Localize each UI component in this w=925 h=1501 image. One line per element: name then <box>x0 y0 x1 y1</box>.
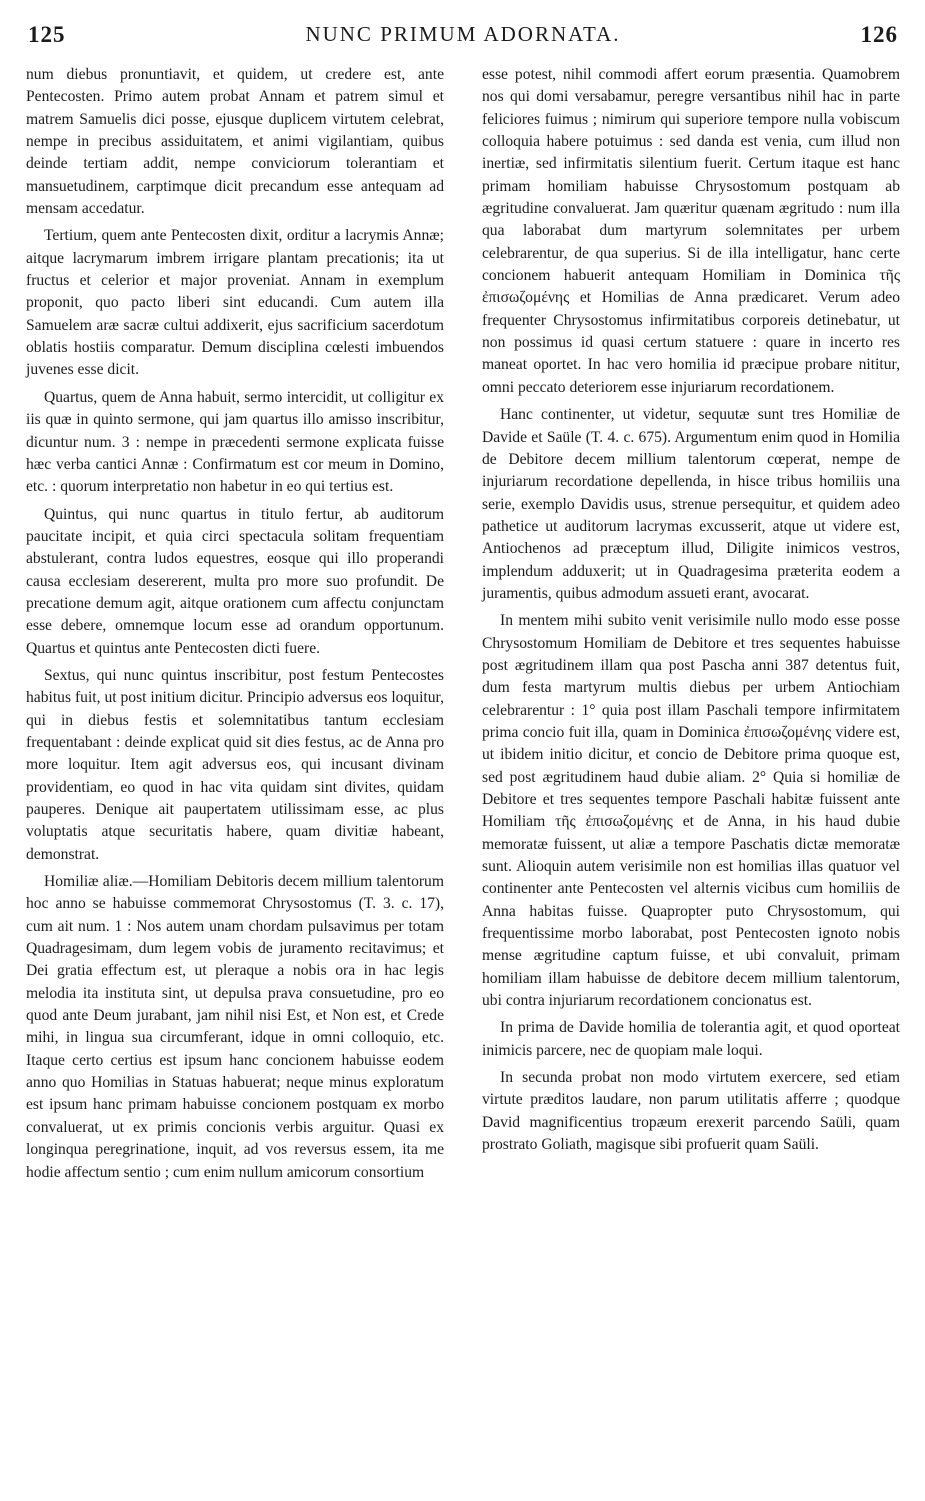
running-header <box>28 22 898 58</box>
paragraph: Quartus, quem de Anna habuit, sermo intercidit, ut colligitur ex iis quæ in quinto sermone, qui jam quartus illo amisso inscribitur, dicuntur num. 3 : nempe in præcedenti sermone explicata fuisse hæc verba cantici Annæ : Confirmatum est cor meum in Domino, etc. : quorum interpretatio non habetur in eo qui tertius est. <box>26 388 444 496</box>
paragraph: Quintus, qui nunc quartus in titulo fertur, ab auditorum paucitate incipit, et quia circi spectacula solitam frequentiam abstulerant, contra ludos equestres, eosque qui illo properandi causa ecclesiam desererent, multa pro more suo profundit. De precatione demum agit, aitque orationem cum affectu conjunctam esse debere, omnemque locum esse ad orandum opportunum. Quartus et quintus ante Pentecosten dicti fuere. <box>26 505 444 657</box>
paragraph: In prima de Davide homilia de tolerantia agit, et quod oporteat inimicis parcere, nec de quopiam male loqui. <box>482 1019 900 1059</box>
page-number-right: 126 <box>860 22 898 47</box>
page-number-left: 125 <box>28 22 66 47</box>
paragraph: In mentem mihi subito venit verisimile nullo modo esse posse Chrysostomum Homiliam de Debitore et tres sequentes habuisse post ægritudinem illam qua post Pascha anni 387 detentus fuit, dum festa martyrum multis diebus per urbem Antiochiam celebrarentur : 1° quia post illam Paschali tempore infirmitatem prima concio fuit illa, quam in Dominica ἐπισωζομένης videre est, ut ibidem initio dicitur, et concio de Debitore prima quoque est, sed post ægritudinem haud dubie aliam. 2° Quia si homiliæ de Debitore et tres sequentes tempore Paschali habitæ fuissent ante Homiliam τῆς ἐπισωζομένης et de Anna, in his haud dubie memoratæ fuissent, ut aliæ a tempore Paschatis dictæ memoratæ sunt. Alioquin autem verisimile non est homilias illas quatuor vel continenter ante Pentecosten vel alternis vicibus cum homiliis de Anna habitas fuisse. Quapropter puto Chrysostomum, qui frequentissime morbo laborabat, post Pentecosten ignoto nobis mense ægritudine captum fuisse, et ubi convaluit, primam homiliam illam habuisse de debitore decem millium talentorum, ubi contra injuriarum recordationem concionatus est. <box>482 612 900 1010</box>
left-column <box>26 64 444 1184</box>
right-column <box>482 64 900 1157</box>
paragraph: Sextus, qui nunc quintus inscribitur, post festum Pentecostes habitus fuit, ut post initium dicitur. Principio adversus eos loquitur, qui in diebus festis et solemnitatibus tantum ecclesiam frequentabant : deinde explicat quid sit dies festus, ac de Anna pro more loquitur. Item agit adversus eos, qui incusant divinam providentiam, eo quod in hac vita quidam sint divites, quidam pauperes. Denique ait paupertatem utilissimam esse, ac plus voluptatis atque securitatis habere, quam divitiæ habeant, demonstrat. <box>26 666 444 863</box>
paragraph: num diebus pronuntiavit, et quidem, ut credere est, ante Pentecosten. Primo autem probat Annam et patrem simul et matrem Samuelis dici posse, ejusque duplicem virtutem celebrat, nempe in precibus assiduitatem, et animi vigilantiam, quibus deinde tertiam addit, nempe conviciorum tolerantiam et mansuetudinem, carptimque dicit precandum esse antequam ad mensam accedatur. <box>26 66 444 218</box>
paragraph: esse potest, nihil commodi affert eorum præsentia. Quamobrem nos qui domi versabamur, peregre versantibus nihil hac in parte feliciores fuimus ; nimirum qui superiore tempore nulla vobiscum colloquia habere potuimus : sed danda est venia, cum illud non inertiæ, sed infirmitatis silentium fuerit. Certum itaque est hanc primam homiliam habuisse Chrysostomum postquam ab ægritudine convaluerat. Jam quæritur quænam ægritudo : num illa qua laborabat dum martyrum solemnitates per urbem celebrarentur, de qua superius. Si de illa intelligatur, hanc certe concionem habuerit antequam Homiliam in Dominica τῆς ἐπισωζομένης et Homilias de Anna prædicaret. Verum adeo frequenter Chrysostomus infirmitatibus corporeis detinebatur, ut non possimus id quasi certum statuere : quare in incerto res maneat oportet. In hac vero homilia id præcipue probare nititur, omni peccato deteriorem esse injuriarum recordationem. <box>482 66 900 396</box>
running-title: NUNC PRIMUM ADORNATA. <box>305 22 621 46</box>
paragraph: Hanc continenter, ut videtur, sequutæ sunt tres Homiliæ de Davide et Saüle (T. 4. c. 675). Argumentum enim quod in Homilia de Debitore decem millium talentorum cœperat, nempe de injuriarum recordatione depellenda, in hisce tribus homiliis una serie, exemplo Davidis usus, strenue persequitur, et quidem adeo pathetice ut auditorum lacrymas excusserit, atque ut videre est, Antiochenos ad præceptum illud, Diligite inimicos vestros, implendum adduxerit; ut in Quadragesima præterita eodem a juramentis, quibus admodum assueti erant, avocarat. <box>482 406 900 602</box>
paragraph: Homiliæ aliæ.—Homiliam Debitoris decem millium talentorum hoc anno se habuisse commemorat Chrysostomus (T. 3. c. 17), cum ait num. 1 : Nos autem unam chordam pulsavimus per totam Quadragesimam, dum legem vobis de juramento recitavimus; et Dei gratia effectum est, ut pleraque a nobis ora in hac legis melodia ita instituta sint, ut depulsa prava consuetudine, pro eo quod ante Deum jurabant, jam nihil nisi Est, et Non est, et Crede mihi, in lingua sua circumferant, idque in omni colloquio, etc. Itaque certo certius est ipsum hanc concionem habuisse eodem anno quo Homilias in Statuas habuerat; neque minus exploratum est ipsum hanc primam habuisse concionem postquam ex morbo convaluerat, ut ex primis concionis verbis arguitur. Quasi ex longinqua peregrinatione, inquit, ad vos reversus essem, ita me hodie affectum sentio ; cum enim nullum amicorum consortium <box>26 873 444 1181</box>
paragraph: In secunda probat non modo virtutem exercere, sed etiam virtute præditos laudare, non parum utilitatis afferre ; quodque David magnificentius tropæum erexerit parcendo Saüli, quam prostrato Goliath, magisque sibi profuerit quam Saüli. <box>482 1069 900 1154</box>
paragraph: Tertium, quem ante Pentecosten dixit, orditur a lacrymis Annæ; aitque lacrymarum imbrem irrigare plantam precationis; ita ut fructus et celerior et major proveniat. Annam in exemplum proponit, quo pacto liberi sint educandi. Cum autem illa Samuelem aræ sacræ cultui addixerit, ejus sacrificium sacerdotum oblatis hostiis comparatur. Demum disciplina cœlesti imbuendos juvenes esse dicit. <box>26 227 444 379</box>
